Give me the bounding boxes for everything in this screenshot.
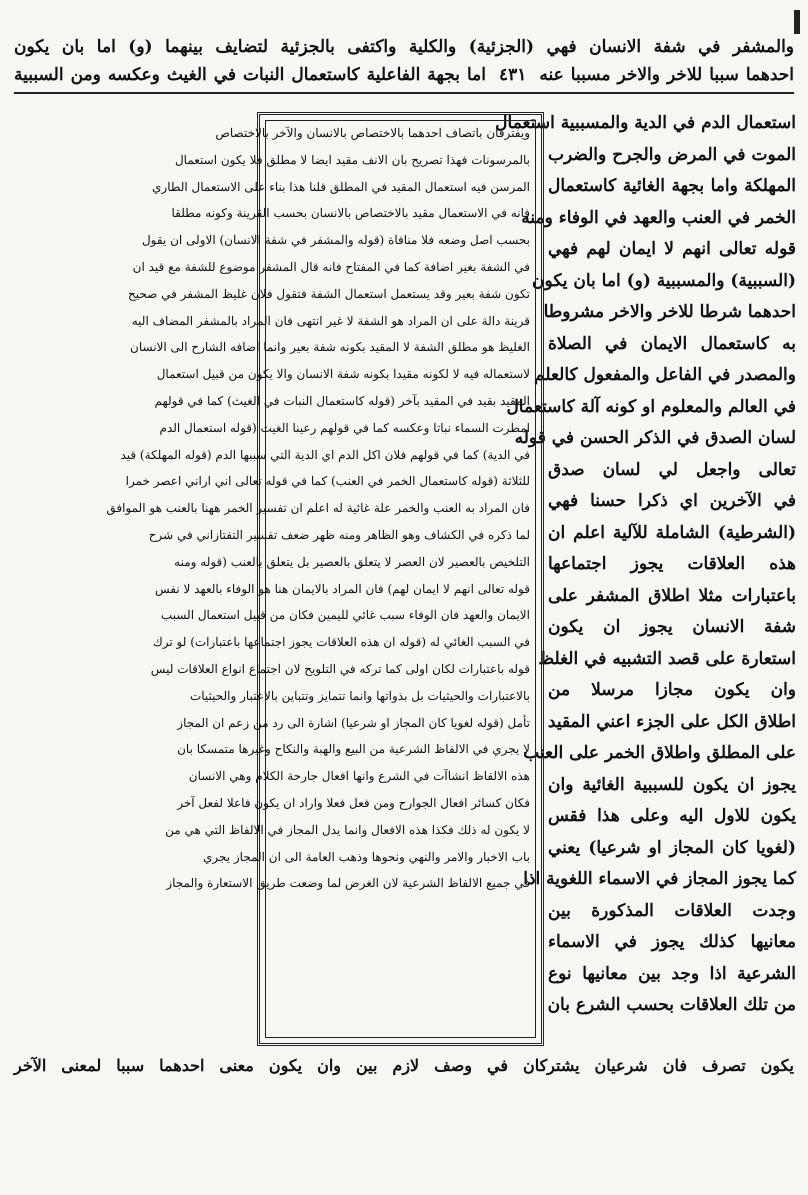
main-text-line: وان يكون مجازا مرسلا من — [548, 680, 796, 700]
commentary-text-line: باب الاخبار والامر والنهي ونحوها وذهب العامة الى ان المجاز يجري — [202, 849, 530, 864]
commentary-text-line: فانه في الاستعمال مقيد بالاختصاص بالانسان بحسب القرينة وكونه مطلقا — [171, 206, 530, 221]
commentary-text-line: قرينة دالة على ان المراد هو الشفة لا غير انتهى فان المراد بالمشفر المضاف اليه — [131, 313, 530, 328]
main-text-line: اطلاق الكل على الجزء اعني المقيد — [547, 711, 796, 732]
commentary-text-line: قوله باعتبارات لكان اولى كما تركه في التلويح لان اجتماع انواع العلاقات ليس — [150, 661, 530, 676]
main-text-line: وجدت العلاقات المذكورة بين — [548, 900, 796, 921]
header-rule — [14, 92, 794, 94]
commentary-text-line: تأمل (قوله لغويا كان المجاز او شرعيا) اشارة الى رد من زعم ان المجاز — [177, 715, 530, 730]
header-line-2-part-b: اما بجهة الفاعلية كاستعمال النبات في الغيث وعكسه ومن السببية — [14, 65, 486, 85]
main-text-line: استعارة على قصد التشبيه في الغلظ — [538, 648, 796, 669]
main-text-line: معانيها كذلك يجوز في الاسماء — [548, 932, 796, 952]
main-text-line: به كاستعمال الايمان في الصلاة — [548, 333, 796, 354]
commentary-text-line: هذه الالفاظ انشاآت في الشرع وانها افعال جارحة الكلام وهي الانسان — [188, 769, 530, 784]
main-text-line: يجوز ان يكون للسببية الغائية وان — [548, 774, 796, 795]
main-text-line: (السببية) والمسببية (و) اما بان يكون — [532, 270, 796, 291]
commentary-text-line: المقيد بقيد في المقيد بآخر (قوله كاستعمال النبات في الغيث) كما في قولهم — [154, 393, 530, 408]
commentary-text-line: في جميع الالفاظ الشرعية لان الغرض لما وضعت طريق الاستعارة والمجاز — [166, 876, 530, 891]
commentary-text-line: تكون شفة بعير وقد يستعمل استعمال الشفة فتقول فلان غليظ المشفر في صحيح — [128, 286, 530, 301]
commentary-text-line: المرسن فيه استعمال المقيد في المطلق قلنا هذا بناء على الاستعمال الطاري — [152, 179, 530, 194]
main-text-line: استعمال الدم في الدية والمسببية استعمال — [495, 113, 796, 133]
commentary-text-line: بالمرسونات فهذا تصريح بان الانف مقيد ايضا لا مطلق فلا يكون استعمال — [174, 152, 530, 167]
commentary-text-line: لا يجري في الالفاظ الشرعية من البيع والهبة والنكاح وغيرها متمسكا بان — [177, 742, 530, 757]
commentary-text-line: التلخيص بالعصير لان العصر لا يتعلق بالعصير بل يتعلق بالعنب (قوله ومنه — [174, 554, 530, 569]
main-text-line: المهلكة واما بجهة الغائية كاستعمال — [548, 176, 796, 196]
main-text-line: من تلك العلاقات بحسب الشرع بان — [547, 995, 796, 1015]
main-text-line: في العالم والمعلوم او كونه آلة كاستعمال — [506, 396, 796, 417]
commentary-text-line: الايمان والعهد فان الوفاء سبب غائي لليمين فكان من قبيل استعمال السبب — [160, 608, 530, 623]
page-edge-mark — [794, 10, 800, 34]
commentary-text-line: ويفترقان باتصاف احدهما بالاختصاص بالانسان والآخر بالاختصاص — [215, 126, 530, 140]
main-text-line: تعالى واجعل لي لسان صدق — [548, 459, 796, 480]
header-line-1: والمشفر في شفة الانسان فهي (الجزئية) والكلية واكتفى بالجزئية لتضايف بينهما (و) اما بان يكون — [14, 37, 794, 57]
main-text-line: كما يجوز المجاز في الاسماء اللغوية اذا — [523, 869, 796, 889]
main-text-column — [495, 108, 796, 1046]
commentary-text-line: لما ذكره في الكشاف وهو الظاهر ومنه ظهر ضعف تفسير التفتازاني في شرح — [148, 527, 530, 542]
main-text-line: يكون للاول اليه وعلى هذا فقس — [548, 806, 796, 826]
page-number: ٤٣١ — [498, 65, 527, 85]
main-text-line: هذه العلاقات يجوز اجتماعها — [548, 554, 796, 574]
commentary-text-line: في الشفة بغير اضافة كما في المفتاح فانه قال المشفر موضوع للشفة مع قيد ان — [132, 259, 530, 274]
commentary-text-line: بحسب اصل وضعه فلا منافاة (قوله والمشفر في شفة الانسان) الاولى ان يقول — [141, 233, 530, 248]
commentary-text-line: للثلاثة (قوله كاستعمال الخمر في العنب) كما في قوله تعالى اني اراني اعصر خمرا — [125, 474, 530, 489]
commentary-text-line: في الدية) كما في قولهم فلان اكل الدم اي الدية التي سببها الدم (قوله المهلكة) قيد — [120, 447, 530, 462]
commentary-text-line: لا يكون له ذلك فكذا هذه الافعال وانما يدل المجاز في الالفاظ التي هي من — [165, 822, 530, 837]
commentary-text-line: قوله تعالى انهم لا ايمان لهم) فان المراد بالايمان هنا هو الوفاء بالعهد لا نفس — [154, 581, 530, 596]
commentary-text-line: فكان كسائر افعال الجوارح ومن فعل فعلا واراد ان يكون فاعلا لفعل آخر — [177, 795, 530, 810]
main-text-line: الخمر في العنب والعهد في الوفاء ومنه — [521, 207, 796, 228]
main-text-line: الموت في المرض والجرح والضرب — [548, 144, 796, 165]
main-text-line: والمصدر في الفاعل والمفعول كالعلم — [534, 365, 796, 385]
commentary-text-line: في السبب الغائي له (قوله ان هذه العلاقات يجوز اجتماعها باعتبارات) لو ترك — [152, 635, 530, 650]
main-text-line: في الآخرين اي ذكرا حسنا فهي — [548, 491, 796, 511]
commentary-text-line: فان المراد به العنب والخمر علة غائية له اعلم ان تفسير الخمر ههنا بالعنب هو الموافق — [106, 501, 530, 516]
commentary-text-line: لاستعماله فيه لا لكونه مقيدا بكونه شفة الانسان والا يكون من قبيل استعمال — [156, 367, 530, 382]
commentary-text-column — [106, 120, 530, 1032]
main-text-line: قوله تعالى انهم لا ايمان لهم فهي — [548, 239, 796, 259]
main-text-line: احدهما شرطا للاخر والاخر مشروطا — [543, 302, 796, 322]
main-text-line: لسان الصدق في الذكر الحسن في قوله — [514, 428, 796, 448]
commentary-text-line: امطرت السماء نباتا وعكسه كما في قولهم رعينا الغيث (قوله استعمال الدم — [159, 420, 530, 435]
main-text-line: باعتبارات مثلا اطلاق المشفر على — [548, 585, 796, 606]
commentary-text-line: الغليظ هو مطلق الشفة لا المقيد بكونه شفة بعير وانما اضافه الشارح الى الانسان — [130, 340, 530, 355]
header-line-2-part-a: احدهما سببا للاخر والاخر مسببا عنه — [539, 65, 794, 85]
main-text-line: (لغويا كان المجاز او شرعيا) يعني — [548, 837, 796, 858]
commentary-text-line: بالاعتبارات والحيثيات بل بذواتها وانما تتمايز وتتباين بالاعتبار والحيثيات — [189, 688, 530, 703]
footer-line: يكون تصرف فان شرعيان يشتركان في وصف لازم بين وان يكون معنى احدهما سببا لمعنى الآخر — [14, 1056, 794, 1075]
main-text-line: الشرعية اذا وجد بين معانيها نوع — [548, 963, 796, 984]
main-text-line: على المطلق واطلاق الخمر على العنب — [523, 743, 796, 763]
main-text-line: (الشرطية) الشاملة للآلية اعلم ان — [548, 522, 796, 543]
main-text-line: شفة الانسان يجوز ان يكون — [548, 617, 796, 637]
header-line-2 — [14, 62, 794, 88]
